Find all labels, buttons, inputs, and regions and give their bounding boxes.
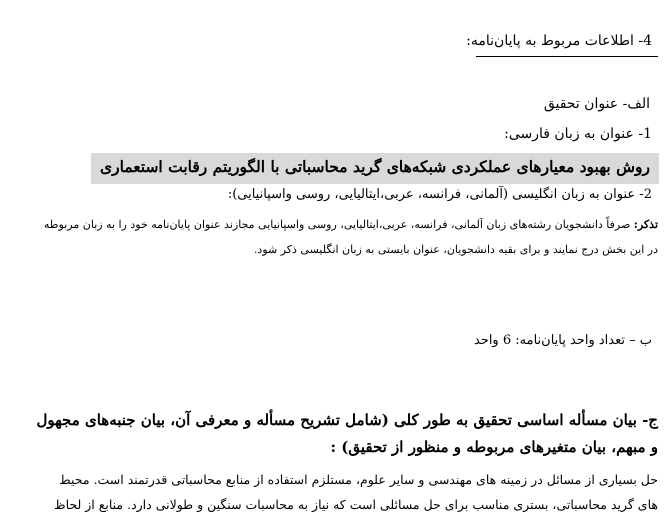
english-title-label: 2- عنوان به زبان انگلیسی (آلمانی، فرانسه، عربی،ایتالیایی، روسی واسپانیایی): [227,187,652,202]
farsi-title: روش بهبود معیارهای عملکردی شبکه‌های گرید محاسباتی با الگوریتم رقابت استعماری [99,157,650,176]
section-heading-underline [476,56,658,57]
note-text-1: صرفاً دانشجویان رشته‌های زبان آلمانی، فرانسه، عربی،ایتالیایی، روسی واسپانیایی مجازند عنوان پایان‌نامه خود را به زبان مربوطه [43,218,634,231]
body-paragraph-line-2: های گرید محاسباتی، بستری مناسب برای حل مسائلی است که نیاز به محاسبات سنگین و طولانی دارد. منابع از لحاظ [54,497,658,512]
note-label: تذکر: [633,218,658,231]
section-heading: 4- اطلاعات مربوط به پایان‌نامه: [466,33,652,49]
note-line-2: در این بخش درج نمایند و برای بقیه دانشجویان، عنوان بایستی به زبان انگلیسی ذکر شود. [253,243,658,256]
problem-statement-heading-line-2: و مبهم، بیان متغیرهای مربوطه و منظور از تحقیق) : [330,438,658,456]
body-paragraph-line-1: حل بسیاری از مسائل در زمینه های مهندسی و سایر علوم، مستلزم استفاده از منابع محاسباتی قدرتمند است. محیط [59,472,658,487]
problem-statement-heading-line-1: ج- بیان مسأله اساسی تحقیق به طور کلی (شامل تشریح مسأله و معرفی آن، بیان جنبه‌های مجهول [36,411,658,429]
thesis-units: ب – تعداد واحد پایان‌نامه: 6 واحد [473,333,652,348]
note-line-1 [44,218,658,231]
research-title-heading: الف- عنوان تحقیق [543,96,650,112]
farsi-title-label: 1- عنوان به زبان فارسی: [504,126,652,142]
